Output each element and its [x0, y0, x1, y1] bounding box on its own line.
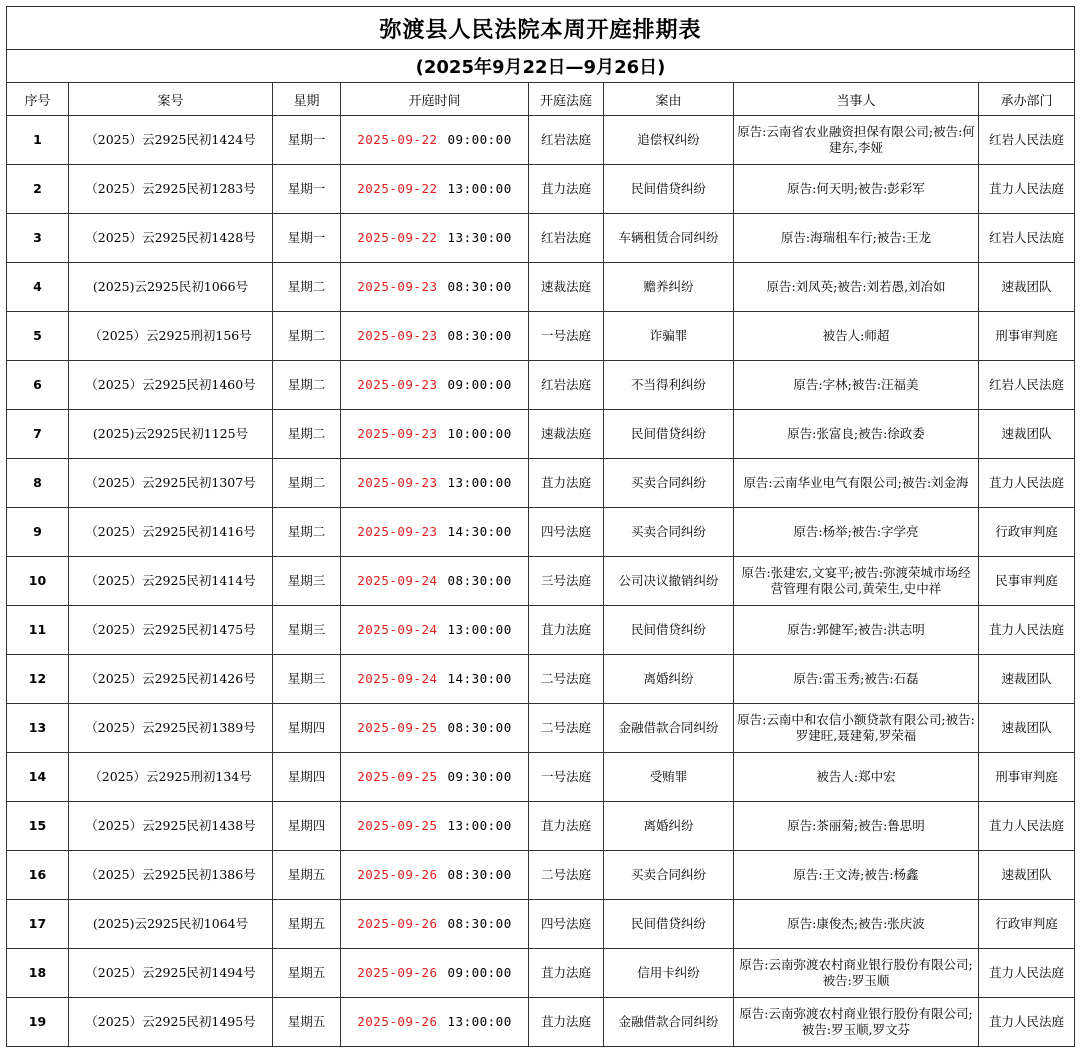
department: 苴力人民法庭 [979, 802, 1075, 851]
department: 行政审判庭 [979, 508, 1075, 557]
row-number: 5 [7, 312, 69, 361]
header-weekday: 星期 [273, 83, 341, 116]
table-row [7, 165, 1075, 214]
page-title: 弥渡县人民法院本周开庭排期表 [7, 7, 1075, 50]
hearing-time [341, 410, 529, 459]
parties: 原告:郭健军;被告:洪志明 [734, 606, 979, 655]
case-number: (2025)云2925民初1064号 [69, 900, 273, 949]
weekday: 星期三 [273, 557, 341, 606]
department: 苴力人民法庭 [979, 459, 1075, 508]
table-row [7, 949, 1075, 998]
row-number: 4 [7, 263, 69, 312]
parties: 原告:云南弥渡农村商业银行股份有限公司;被告:罗玉顺,罗文芬 [734, 998, 979, 1047]
hearing-date: 2025-09-26 [357, 916, 438, 931]
hearing-date: 2025-09-25 [357, 769, 438, 784]
case-number: （2025）云2925民初1438号 [69, 802, 273, 851]
court-room: 一号法庭 [529, 312, 604, 361]
table-row [7, 116, 1075, 165]
hearing-clock: 08:30:00 [447, 916, 512, 931]
case-number: (2025)云2925民初1066号 [69, 263, 273, 312]
hearing-date: 2025-09-23 [357, 279, 438, 294]
court-room: 红岩法庭 [529, 361, 604, 410]
hearing-time [341, 753, 529, 802]
header-parties: 当事人 [734, 83, 979, 116]
header-cause: 案由 [604, 83, 734, 116]
parties: 原告:云南中和农信小额贷款有限公司;被告:罗建旺,聂建菊,罗荣福 [734, 704, 979, 753]
table-row [7, 557, 1075, 606]
row-number: 12 [7, 655, 69, 704]
row-number: 15 [7, 802, 69, 851]
row-number: 9 [7, 508, 69, 557]
court-room: 红岩法庭 [529, 214, 604, 263]
case-cause: 金融借款合同纠纷 [604, 704, 734, 753]
department: 速裁团队 [979, 704, 1075, 753]
weekday: 星期三 [273, 606, 341, 655]
department: 速裁团队 [979, 263, 1075, 312]
parties: 被告人:郑中宏 [734, 753, 979, 802]
table-row [7, 655, 1075, 704]
hearing-time [341, 704, 529, 753]
weekday: 星期一 [273, 116, 341, 165]
hearing-date: 2025-09-26 [357, 1014, 438, 1029]
court-room: 苴力法庭 [529, 606, 604, 655]
weekday: 星期二 [273, 312, 341, 361]
hearing-time [341, 508, 529, 557]
hearing-clock: 13:00:00 [447, 475, 512, 490]
schedule-table [6, 6, 1075, 1047]
hearing-clock: 13:00:00 [447, 818, 512, 833]
court-room: 速裁法庭 [529, 410, 604, 459]
court-room: 苴力法庭 [529, 459, 604, 508]
court-room: 二号法庭 [529, 655, 604, 704]
hearing-clock: 14:30:00 [447, 671, 512, 686]
parties: 原告:康俊杰;被告:张庆波 [734, 900, 979, 949]
row-number: 18 [7, 949, 69, 998]
table-row [7, 753, 1075, 802]
weekday: 星期四 [273, 753, 341, 802]
court-room: 四号法庭 [529, 508, 604, 557]
hearing-clock: 13:00:00 [447, 1014, 512, 1029]
parties: 原告:何天明;被告:彭彩军 [734, 165, 979, 214]
parties: 原告:王文涛;被告:杨鑫 [734, 851, 979, 900]
hearing-time [341, 949, 529, 998]
row-number: 16 [7, 851, 69, 900]
hearing-clock: 08:30:00 [447, 720, 512, 735]
court-room: 苴力法庭 [529, 802, 604, 851]
hearing-date: 2025-09-23 [357, 524, 438, 539]
court-room: 一号法庭 [529, 753, 604, 802]
row-number: 2 [7, 165, 69, 214]
hearing-time [341, 557, 529, 606]
case-cause: 追偿权纠纷 [604, 116, 734, 165]
hearing-time [341, 214, 529, 263]
weekday: 星期二 [273, 410, 341, 459]
case-number: （2025）云2925民初1389号 [69, 704, 273, 753]
case-number: （2025）云2925民初1460号 [69, 361, 273, 410]
case-number: （2025）云2925民初1386号 [69, 851, 273, 900]
hearing-time [341, 998, 529, 1047]
weekday: 星期二 [273, 263, 341, 312]
case-number: （2025）云2925民初1424号 [69, 116, 273, 165]
header-court: 开庭法庭 [529, 83, 604, 116]
court-room: 四号法庭 [529, 900, 604, 949]
weekday: 星期二 [273, 508, 341, 557]
parties: 原告:字林;被告:汪福美 [734, 361, 979, 410]
hearing-date: 2025-09-24 [357, 671, 438, 686]
hearing-time [341, 459, 529, 508]
row-number: 7 [7, 410, 69, 459]
row-number: 8 [7, 459, 69, 508]
department: 苴力人民法庭 [979, 606, 1075, 655]
row-number: 17 [7, 900, 69, 949]
table-row [7, 263, 1075, 312]
hearing-clock: 09:00:00 [447, 965, 512, 980]
case-number: （2025）云2925民初1428号 [69, 214, 273, 263]
hearing-time [341, 851, 529, 900]
case-number: （2025）云2925民初1475号 [69, 606, 273, 655]
header-case: 案号 [69, 83, 273, 116]
court-room: 苴力法庭 [529, 165, 604, 214]
table-row [7, 361, 1075, 410]
row-number: 13 [7, 704, 69, 753]
row-number: 11 [7, 606, 69, 655]
parties: 被告人:师超 [734, 312, 979, 361]
weekday: 星期二 [273, 361, 341, 410]
court-room: 红岩法庭 [529, 116, 604, 165]
case-number: （2025）云2925民初1414号 [69, 557, 273, 606]
case-number: （2025）云2925刑初156号 [69, 312, 273, 361]
hearing-time [341, 312, 529, 361]
parties: 原告:张建宏,文宴平;被告:弥渡荣城市场经营管理有限公司,黄荣生,史中祥 [734, 557, 979, 606]
court-room: 二号法庭 [529, 704, 604, 753]
table-row [7, 900, 1075, 949]
case-cause: 民间借贷纠纷 [604, 165, 734, 214]
court-room: 苴力法庭 [529, 998, 604, 1047]
department: 红岩人民法庭 [979, 214, 1075, 263]
parties: 原告:雷玉秀;被告:石磊 [734, 655, 979, 704]
table-row [7, 704, 1075, 753]
hearing-clock: 08:30:00 [447, 573, 512, 588]
weekday: 星期五 [273, 998, 341, 1047]
weekday: 星期二 [273, 459, 341, 508]
hearing-date: 2025-09-25 [357, 720, 438, 735]
case-number: （2025）云2925民初1283号 [69, 165, 273, 214]
parties: 原告:云南华业电气有限公司;被告:刘金海 [734, 459, 979, 508]
case-cause: 金融借款合同纠纷 [604, 998, 734, 1047]
row-number: 3 [7, 214, 69, 263]
table-row [7, 606, 1075, 655]
hearing-date: 2025-09-23 [357, 377, 438, 392]
parties: 原告:杨举;被告:字学亮 [734, 508, 979, 557]
hearing-clock: 08:30:00 [447, 279, 512, 294]
case-number: （2025）云2925民初1494号 [69, 949, 273, 998]
weekday: 星期三 [273, 655, 341, 704]
case-number: （2025）云2925民初1495号 [69, 998, 273, 1047]
hearing-time [341, 165, 529, 214]
hearing-date: 2025-09-26 [357, 965, 438, 980]
case-cause: 离婚纠纷 [604, 802, 734, 851]
schedule-sheet [6, 6, 1074, 1047]
hearing-date: 2025-09-22 [357, 132, 438, 147]
case-cause: 不当得利纠纷 [604, 361, 734, 410]
row-number: 19 [7, 998, 69, 1047]
table-row [7, 998, 1075, 1047]
case-cause: 买卖合同纠纷 [604, 459, 734, 508]
hearing-clock: 09:00:00 [447, 377, 512, 392]
hearing-date: 2025-09-25 [357, 818, 438, 833]
weekday: 星期五 [273, 851, 341, 900]
hearing-clock: 09:30:00 [447, 769, 512, 784]
hearing-time [341, 116, 529, 165]
table-row [7, 802, 1075, 851]
department: 行政审判庭 [979, 900, 1075, 949]
hearing-date: 2025-09-24 [357, 573, 438, 588]
department: 苴力人民法庭 [979, 949, 1075, 998]
case-number: （2025）云2925民初1416号 [69, 508, 273, 557]
case-cause: 赡养纠纷 [604, 263, 734, 312]
department: 苴力人民法庭 [979, 998, 1075, 1047]
table-row [7, 459, 1075, 508]
case-cause: 离婚纠纷 [604, 655, 734, 704]
weekday: 星期五 [273, 900, 341, 949]
department: 红岩人民法庭 [979, 361, 1075, 410]
hearing-time [341, 655, 529, 704]
hearing-clock: 13:00:00 [447, 622, 512, 637]
weekday: 星期一 [273, 214, 341, 263]
hearing-clock: 08:30:00 [447, 328, 512, 343]
department: 苴力人民法庭 [979, 165, 1075, 214]
court-room: 速裁法庭 [529, 263, 604, 312]
row-number: 10 [7, 557, 69, 606]
court-room: 苴力法庭 [529, 949, 604, 998]
hearing-date: 2025-09-23 [357, 426, 438, 441]
parties: 原告:云南弥渡农村商业银行股份有限公司;被告:罗玉顺 [734, 949, 979, 998]
weekday: 星期五 [273, 949, 341, 998]
case-cause: 公司决议撤销纠纷 [604, 557, 734, 606]
hearing-time [341, 606, 529, 655]
table-row [7, 851, 1075, 900]
case-number: (2025)云2925民初1125号 [69, 410, 273, 459]
hearing-clock: 13:00:00 [447, 181, 512, 196]
case-number: （2025）云2925刑初134号 [69, 753, 273, 802]
hearing-date: 2025-09-23 [357, 475, 438, 490]
row-number: 6 [7, 361, 69, 410]
hearing-date: 2025-09-24 [357, 622, 438, 637]
row-number: 1 [7, 116, 69, 165]
case-cause: 诈骗罪 [604, 312, 734, 361]
hearing-date: 2025-09-23 [357, 328, 438, 343]
department: 速裁团队 [979, 655, 1075, 704]
table-row [7, 508, 1075, 557]
case-cause: 买卖合同纠纷 [604, 508, 734, 557]
hearing-time [341, 361, 529, 410]
weekday: 星期一 [273, 165, 341, 214]
row-number: 14 [7, 753, 69, 802]
case-number: （2025）云2925民初1307号 [69, 459, 273, 508]
case-cause: 信用卡纠纷 [604, 949, 734, 998]
case-cause: 民间借贷纠纷 [604, 900, 734, 949]
case-cause: 受贿罪 [604, 753, 734, 802]
case-cause: 车辆租赁合同纠纷 [604, 214, 734, 263]
hearing-time [341, 802, 529, 851]
parties: 原告:茶丽菊;被告:鲁思明 [734, 802, 979, 851]
weekday: 星期四 [273, 704, 341, 753]
parties: 原告:云南省农业融资担保有限公司;被告:何建东,李娅 [734, 116, 979, 165]
date-range-subtitle: (2025年9月22日—9月26日) [7, 50, 1075, 83]
hearing-date: 2025-09-22 [357, 230, 438, 245]
hearing-clock: 14:30:00 [447, 524, 512, 539]
parties: 原告:张富良;被告:徐政委 [734, 410, 979, 459]
department: 红岩人民法庭 [979, 116, 1075, 165]
department: 刑事审判庭 [979, 312, 1075, 361]
header-no: 序号 [7, 83, 69, 116]
department: 民事审判庭 [979, 557, 1075, 606]
hearing-clock: 10:00:00 [447, 426, 512, 441]
weekday: 星期四 [273, 802, 341, 851]
department: 速裁团队 [979, 410, 1075, 459]
case-number: （2025）云2925民初1426号 [69, 655, 273, 704]
court-room: 二号法庭 [529, 851, 604, 900]
header-row [7, 83, 1075, 116]
table-row [7, 312, 1075, 361]
hearing-clock: 13:30:00 [447, 230, 512, 245]
table-row [7, 214, 1075, 263]
hearing-time [341, 900, 529, 949]
table-row [7, 410, 1075, 459]
parties: 原告:刘凤英;被告:刘若愚,刘冶如 [734, 263, 979, 312]
case-cause: 民间借贷纠纷 [604, 410, 734, 459]
parties: 原告:海瑞租车行;被告:王龙 [734, 214, 979, 263]
department: 速裁团队 [979, 851, 1075, 900]
case-cause: 民间借贷纠纷 [604, 606, 734, 655]
hearing-clock: 08:30:00 [447, 867, 512, 882]
hearing-date: 2025-09-22 [357, 181, 438, 196]
header-dept: 承办部门 [979, 83, 1075, 116]
court-room: 三号法庭 [529, 557, 604, 606]
header-hearing-time: 开庭时间 [341, 83, 529, 116]
department: 刑事审判庭 [979, 753, 1075, 802]
hearing-time [341, 263, 529, 312]
case-cause: 买卖合同纠纷 [604, 851, 734, 900]
hearing-clock: 09:00:00 [447, 132, 512, 147]
hearing-date: 2025-09-26 [357, 867, 438, 882]
